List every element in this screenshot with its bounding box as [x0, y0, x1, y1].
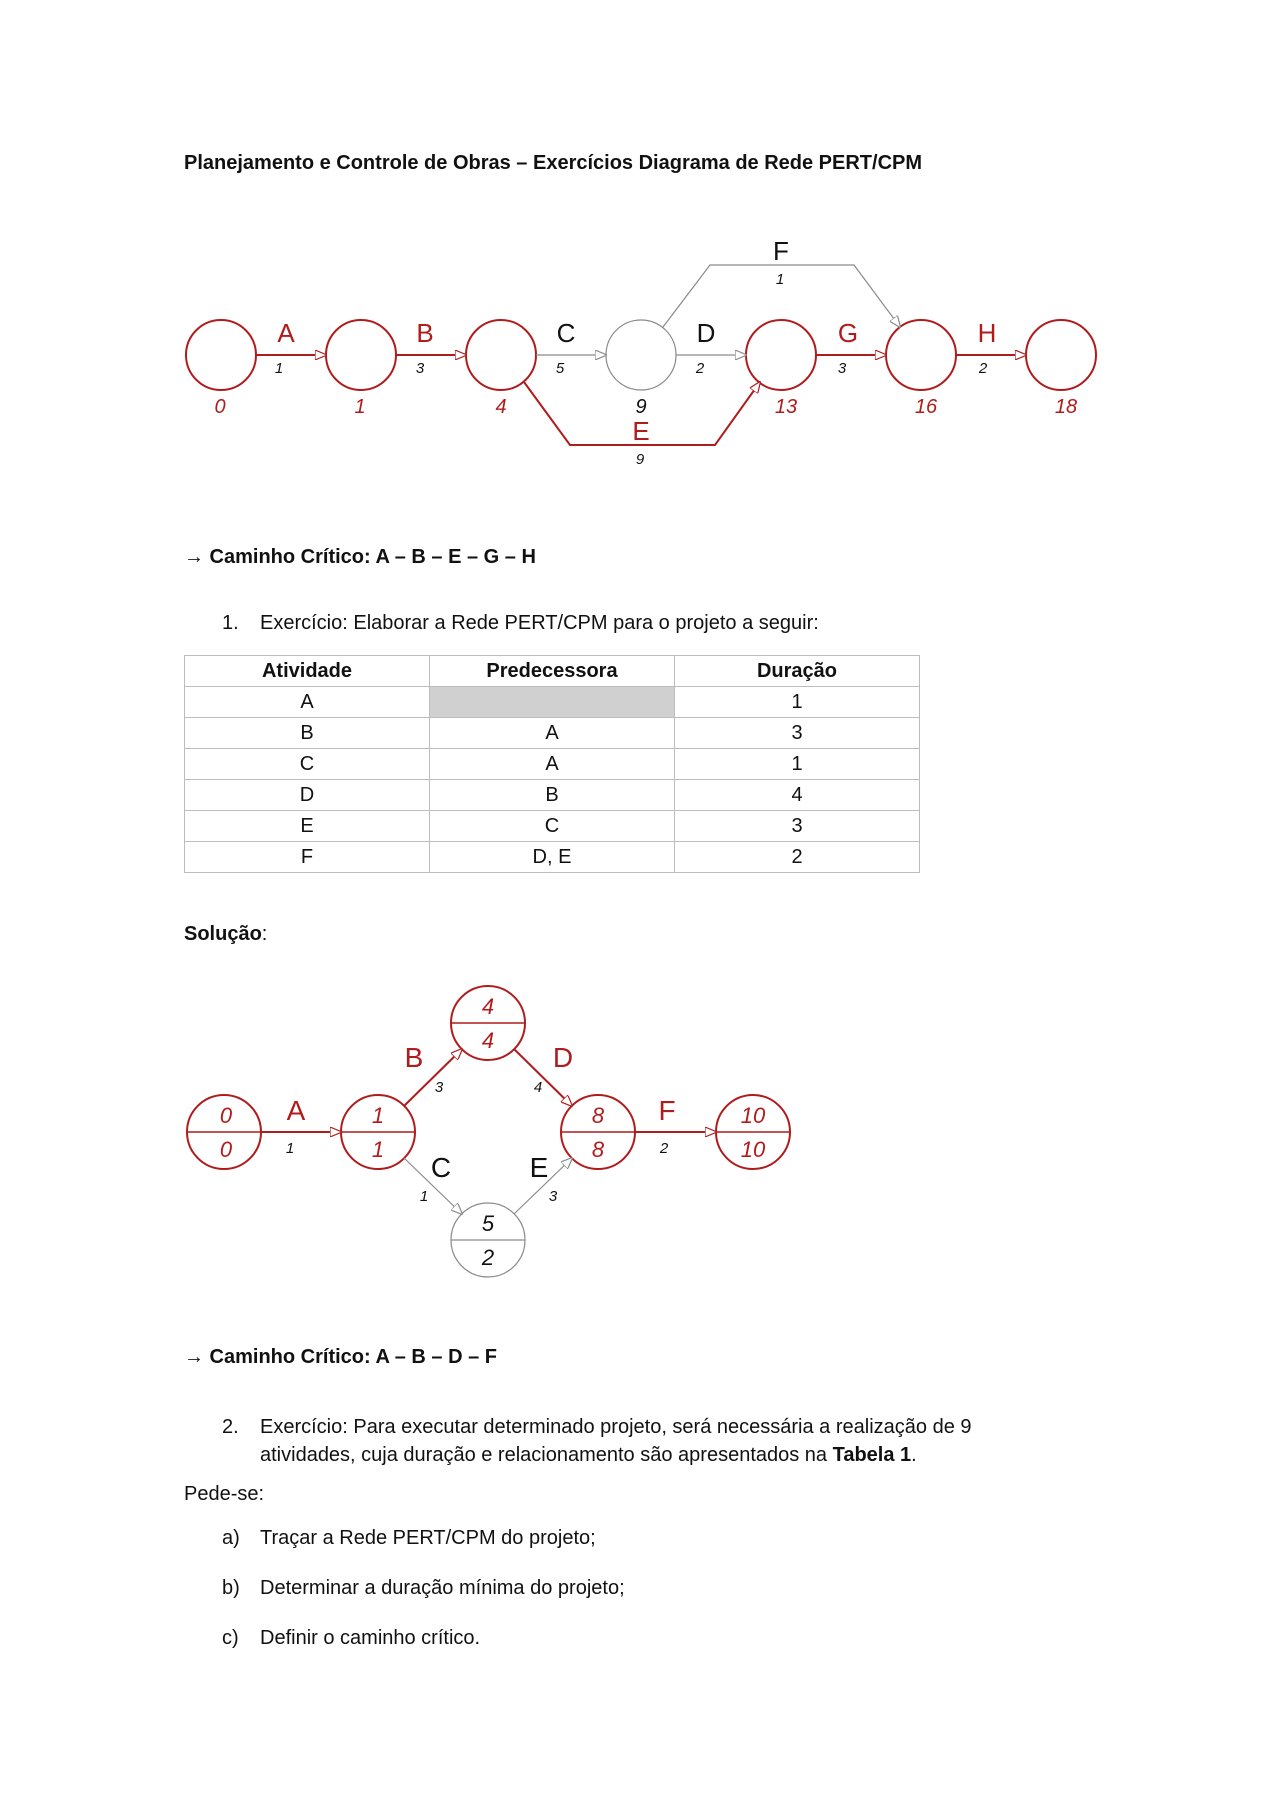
exercise-number: 2. — [222, 1416, 239, 1438]
activity-duration-G: 3 — [837, 360, 847, 377]
node-6-late: 10 — [740, 1137, 766, 1162]
activity-duration-B: 3 — [434, 1079, 444, 1096]
table-row — [185, 687, 920, 718]
question-marker: a) — [222, 1527, 240, 1549]
activity-duration-F: 2 — [659, 1140, 669, 1157]
event-node-5 — [746, 320, 816, 390]
table-row — [185, 749, 920, 780]
node-1-late: 0 — [219, 1137, 233, 1162]
critical-path-value: A – B – E – G – H — [375, 546, 536, 568]
activity-duration-E: 3 — [548, 1188, 558, 1205]
table-cell: D — [185, 780, 430, 811]
table-row — [185, 842, 920, 873]
table-row — [185, 811, 920, 842]
table-cell: D, E — [430, 842, 675, 873]
node-time-3: 4 — [495, 396, 507, 418]
solution-label-colon: : — [261, 923, 268, 945]
node-time-7: 18 — [1054, 396, 1078, 418]
node-3-early: 4 — [481, 994, 495, 1019]
node-4-late: 2 — [481, 1245, 495, 1270]
question-text: Traçar a Rede PERT/CPM do projeto; — [260, 1527, 596, 1549]
activity-label-D: D — [696, 318, 716, 348]
pede-se-label: Pede-se: — [184, 1483, 265, 1505]
activity-label-G: G — [837, 318, 859, 348]
table-cell: 3 — [675, 811, 920, 842]
table-cell: A — [430, 749, 675, 780]
table-cell: F — [185, 842, 430, 873]
activity-duration-C: 5 — [555, 360, 565, 377]
table-cell: E — [185, 811, 430, 842]
node-6-early: 10 — [740, 1103, 766, 1128]
table-cell: 2 — [675, 842, 920, 873]
table-cell: 4 — [675, 780, 920, 811]
activity-label-B: B — [404, 1042, 424, 1073]
event-node-3 — [466, 320, 536, 390]
node-time-2: 1 — [354, 396, 366, 418]
node-4-early: 5 — [481, 1211, 495, 1236]
table-header: Atividade — [185, 656, 430, 687]
exercise-2 — [222, 1413, 972, 1469]
question-marker: c) — [222, 1627, 239, 1649]
question-text: Definir o caminho crítico. — [260, 1627, 481, 1649]
event-node-2 — [326, 320, 396, 390]
activity-duration-E: 9 — [635, 451, 645, 468]
question-c — [222, 1627, 480, 1650]
page-title: Planejamento e Controle de Obras – Exercícios Diagrama de Rede PERT/CPM — [184, 152, 923, 174]
activity-duration-F: 1 — [775, 271, 785, 288]
exercise-2-line-1 — [222, 1413, 972, 1441]
critical-path-2 — [184, 1346, 497, 1369]
exercise-text: Exercício: Elaborar a Rede PERT/CPM para o projeto a seguir: — [260, 612, 819, 634]
table-row — [185, 780, 920, 811]
table-cell: A — [430, 718, 675, 749]
question-marker: b) — [222, 1577, 240, 1599]
exercise-1 — [222, 612, 819, 635]
table-cell: C — [430, 811, 675, 842]
table-header: Duração — [675, 656, 920, 687]
table-cell: A — [185, 687, 430, 718]
activity-label-F: F — [773, 236, 789, 266]
event-node-4 — [606, 320, 676, 390]
activity-label-C: C — [556, 318, 576, 348]
table-cell: B — [430, 780, 675, 811]
node-time-5: 13 — [774, 396, 798, 418]
exercise-text: atividades, cuja duração e relacionamento são apresentados na — [260, 1444, 833, 1466]
table-row — [185, 718, 920, 749]
table-cell — [430, 687, 675, 718]
activity-label-A: A — [277, 318, 295, 348]
table-cell: C — [185, 749, 430, 780]
node-time-1: 0 — [214, 396, 226, 418]
activity-label-H: H — [977, 318, 997, 348]
critical-path-value: A – B – D – F — [375, 1346, 497, 1368]
activity-label-A: A — [286, 1095, 306, 1126]
solution-label — [184, 923, 267, 946]
table-cell: 3 — [675, 718, 920, 749]
node-5-late: 8 — [591, 1137, 605, 1162]
node-time-4: 9 — [635, 396, 647, 418]
solution-label-bold: Solução — [184, 923, 262, 945]
node-1-early: 0 — [219, 1103, 233, 1128]
event-node-1 — [186, 320, 256, 390]
event-node-6 — [886, 320, 956, 390]
event-node-7 — [1026, 320, 1096, 390]
activity-label-D: D — [552, 1042, 574, 1073]
question-a — [222, 1527, 596, 1550]
activity-label-C: C — [430, 1152, 452, 1183]
activity-label-B: B — [416, 318, 434, 348]
activity-duration-A: 1 — [285, 1140, 295, 1157]
table-header-row — [185, 656, 920, 687]
activity-duration-A: 1 — [274, 360, 284, 377]
activity-duration-H: 2 — [978, 360, 988, 377]
exercise-2-line-2 — [222, 1441, 972, 1469]
critical-path-label: → Caminho Crítico: — [184, 1346, 376, 1368]
question-text: Determinar a duração mínima do projeto; — [260, 1577, 625, 1599]
node-5-early: 8 — [591, 1103, 605, 1128]
critical-path-label: → Caminho Crítico: — [184, 546, 376, 568]
node-3-late: 4 — [481, 1028, 495, 1053]
activity-label-F: F — [658, 1095, 676, 1126]
table-cell: 1 — [675, 687, 920, 718]
activity-duration-D: 2 — [695, 360, 705, 377]
pert-diagram-1 — [0, 230, 1280, 490]
activity-duration-B: 3 — [415, 360, 425, 377]
activity-label-E: E — [529, 1152, 549, 1183]
exercise-number: 1. — [222, 612, 239, 634]
table-header: Predecessora — [430, 656, 675, 687]
critical-path-1 — [184, 546, 536, 569]
table-cell: 1 — [675, 749, 920, 780]
activity-duration-C: 1 — [419, 1188, 429, 1205]
exercise-text: Exercício: Para executar determinado projeto, será necessária a realização de 9 — [260, 1416, 972, 1438]
question-b — [222, 1577, 625, 1600]
node-time-6: 16 — [914, 396, 938, 418]
exercise-text-end: . — [911, 1444, 917, 1466]
activities-table — [184, 655, 920, 873]
pert-diagram-2 — [0, 980, 1280, 1300]
table-cell: B — [185, 718, 430, 749]
table-reference: Tabela 1 — [832, 1444, 912, 1466]
node-2-late: 1 — [371, 1137, 385, 1162]
activity-duration-D: 4 — [533, 1079, 543, 1096]
activity-label-E: E — [632, 416, 650, 446]
node-2-early: 1 — [371, 1103, 385, 1128]
